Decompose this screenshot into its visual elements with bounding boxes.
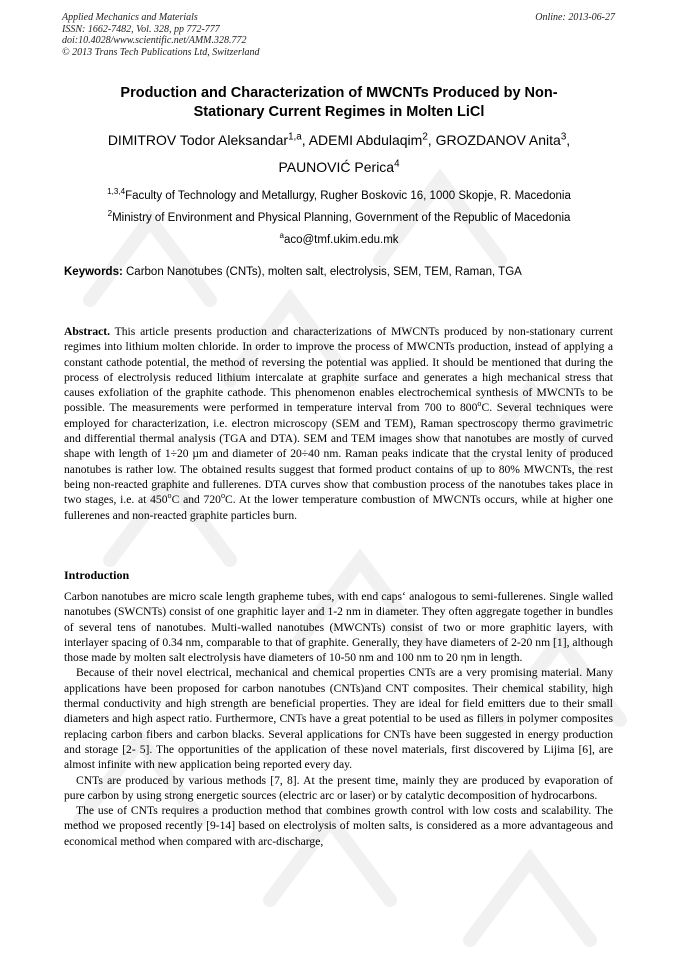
abstract-text-3: C and 720	[171, 493, 221, 507]
author-1: DIMITROV Todor Aleksandar	[107, 132, 289, 148]
author-4-affil: 4	[394, 158, 400, 170]
intro-paragraph-3: CNTs are produced by various methods [7, 8]. At the present time, mainly they are produced by evaporation of pure carbon by using strong energetic sources (electric arc or laser) or by catalytic decomposition of hydrocarbons.	[64, 773, 613, 802]
author-1-affil: 1,a	[288, 131, 302, 143]
intro-paragraph-1: Carbon nanotubes are micro scale length grapheme tubes, with end caps‘ analogous to semi-fullerenes. Single walled nanotubes (SWCNTs) consist of one graphitic layer and 1-2 nm in diameter. They often aggregate together in bundles of several tens of nanotubes. Multi-walled nanotubes (MWCNTs) consist of two or more graphitic layers, with interlayer spacing of 0.34 nm, comparable to that of graphite. Generally, they have diameters of 2-20 nm [1], although those made by molten salt electrolysis have diameters of 10-50 nm and 100 nm to 20 ηm in length.	[64, 590, 613, 665]
email-text: aco@tmf.ukim.edu.mk	[283, 234, 399, 246]
abstract-text-1: This article presents production and characterizations of MWCNTs produced by non-stationary current regimes into lithium molten chloride. In order to improve the process of MWCNTs production, instead of applying a constant cathode potential, the method of reversing the potential was applied. It should be mentioned that during the process of electrolysis reduced lithium intercalate at graphite surface and generates a high mechanical stress that causes exfoliation of the graphite cathode. This phenomenon enables electrochemical synthesis of MWCNTs to be possible. The measurements were performed in temperature interval from 700 to 800	[64, 325, 613, 415]
author-3: GROZDANOV Anita	[435, 132, 561, 148]
affiliation-1-text: Faculty of Technology and Metallurgy, Rugher Boskovic 16, 1000 Skopje, R. Macedonia	[125, 190, 571, 202]
keywords	[64, 266, 522, 278]
abstract-text-4: C. At the lower temperature combustion of MWCNTs occurs, while at higher one fullerenes and non-reacted graphite particles burn.	[64, 493, 613, 522]
introduction-body	[64, 589, 613, 849]
intro-paragraph-2: Because of their novel electrical, mechanical and chemical properties CNTs are a very promising material. Many applications have been proposed for carbon nanotubes (CNTs)and CNT composites. Their chemical stability, high thermal conductivity and high strength are beneficial properties. They are ideal for field emitters due to their small diameters and high aspect ratio. Furthermore, CNTs have a great potential to be used as fillers in polymer composites replacing carbon fibers and carbon blacks. Several applications for CNTs have been suggested in energy production and storage [2- 5]. The opportunities of the application of these novel materials, first discovered by Lijima [6], are almost infinite with new application being reported every day.	[64, 666, 613, 772]
title-line-2: Stationary Current Regimes in Molten LiCl	[193, 104, 485, 120]
copyright-line: © 2013 Trans Tech Publications Ltd, Switzerland	[62, 46, 260, 58]
section-heading-introduction: Introduction	[64, 568, 130, 582]
affiliation-1-marker: 1,3,4	[107, 187, 126, 197]
contact-email	[52, 231, 626, 246]
journal-header	[62, 12, 260, 58]
abstract-label: Abstract.	[64, 325, 111, 338]
affiliation-2-text: Ministry of Environment and Physical Planning, Government of the Republic of Macedonia	[112, 212, 571, 224]
degree-mark-1: o	[477, 399, 482, 409]
author-2-affil: 2	[422, 131, 428, 143]
author-2: ADEMI Abdulaqim	[308, 132, 423, 148]
degree-mark-3: o	[220, 491, 226, 501]
author-4: PAUNOVIĆ Perica	[278, 159, 395, 175]
title-line-1: Production and Characterization of MWCNTs Produced by Non-	[120, 85, 558, 101]
keywords-text: Carbon Nanotubes (CNTs), molten salt, electrolysis, SEM, TEM, Raman, TGA	[126, 266, 522, 278]
abstract	[64, 324, 613, 523]
degree-mark-2: o	[167, 491, 172, 501]
abstract-text-2: C. Several techniques were employed for characterization, i.e. electron microscopy (SEM and TEM), Raman spectroscopy thermo gravimetric and differential thermal analysis (TGA and DTA). SEM and TEM images show that nanotubes are mostly of curved shape with length of 1÷20 µm and diameter of 20÷40 nm. Raman peaks indicate that the crystal lenity of produced nanotubes is rather low. The obtained results suggest that formed product contains of up to 80% MWCNTs, the rest being non-reacted graphite and fullerenes. DTA curves show that combustion process of the nanotubes takes place in two stages, i.e. at 450	[64, 401, 613, 507]
issn-line: ISSN: 1662-7482, Vol. 328, pp 772-777	[62, 23, 220, 35]
author-3-affil: 3	[560, 131, 567, 143]
email-marker: a	[279, 231, 284, 241]
intro-paragraph-4: The use of CNTs requires a production method that combines growth control with low costs and scalability. The method we proposed recently [9-14] based on electrolysis of molten salts, is considered as a more advantageous and economical method when compared with arc-discharge,	[64, 804, 613, 848]
affiliation-1	[52, 187, 626, 202]
doi-line: doi:10.4028/www.scientific.net/AMM.328.772	[62, 35, 247, 46]
online-date: Online: 2013-06-27	[535, 12, 615, 23]
author-list: DIMITROV Todor Aleksandar$^{1,a}$, ADEMI Abdulaqim$^2$, GROZDANOV Anita$^3$, PAUNOVIĆ Perica$^4$	[107, 131, 571, 175]
keywords-label: Keywords:	[64, 266, 123, 278]
journal-name: Applied Mechanics and Materials	[62, 12, 198, 23]
paper-title	[62, 84, 616, 122]
affiliation-2	[52, 209, 626, 224]
affiliation-2-marker: 2	[107, 209, 113, 219]
